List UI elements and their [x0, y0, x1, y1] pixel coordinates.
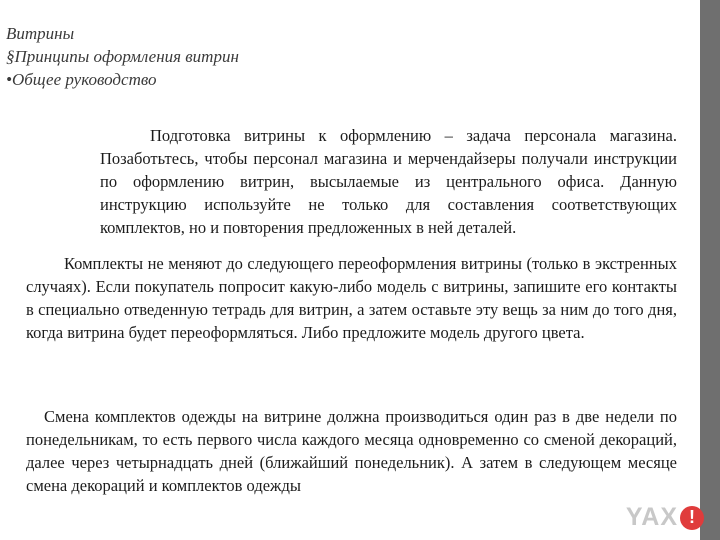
logo	[626, 503, 704, 532]
header-subsection: •Общее руководство	[6, 70, 157, 89]
logo-text: YAX	[625, 503, 678, 531]
paragraph-preparation: Подготовка витрины к оформлению – задача персонала магазина. Позаботьтесь, чтобы персонал магазина и мерчендайзеры получали инструкции по оформлению витрин, высылаемые из центрального офиса. Данную инструкцию используйте не только для составления соответствующих комплектов, но и повторения предложенных в ней деталей.	[100, 126, 677, 237]
paragraph-schedule: Смена комплектов одежды на витрине должна производиться один раз в две недели по понедельникам, то есть первого числа каждого месяца одновременно со сменой декораций, далее через четырнадцать дней (ближайший понедельник). А затем в следующем месяце смена декораций и комплектов одежды	[26, 407, 677, 495]
paragraph-sets: Комплекты не меняют до следующего переоформления витрины (только в экстренных случаях). Если покупатель попросит какую-либо модель с витрины, запишите его контакты в специально отведенную тетрадь для витрин, а затем оставьте эту вещь за ним до того дня, когда витрина будет переоформляться. Либо предложите модель другого цвета.	[26, 254, 677, 342]
slide-header	[6, 22, 239, 91]
logo-exclamation-icon: !	[680, 506, 704, 530]
header-section: §Принципы оформления витрин	[6, 47, 239, 66]
side-bar	[700, 0, 720, 540]
header-title: Витрины	[6, 24, 75, 43]
